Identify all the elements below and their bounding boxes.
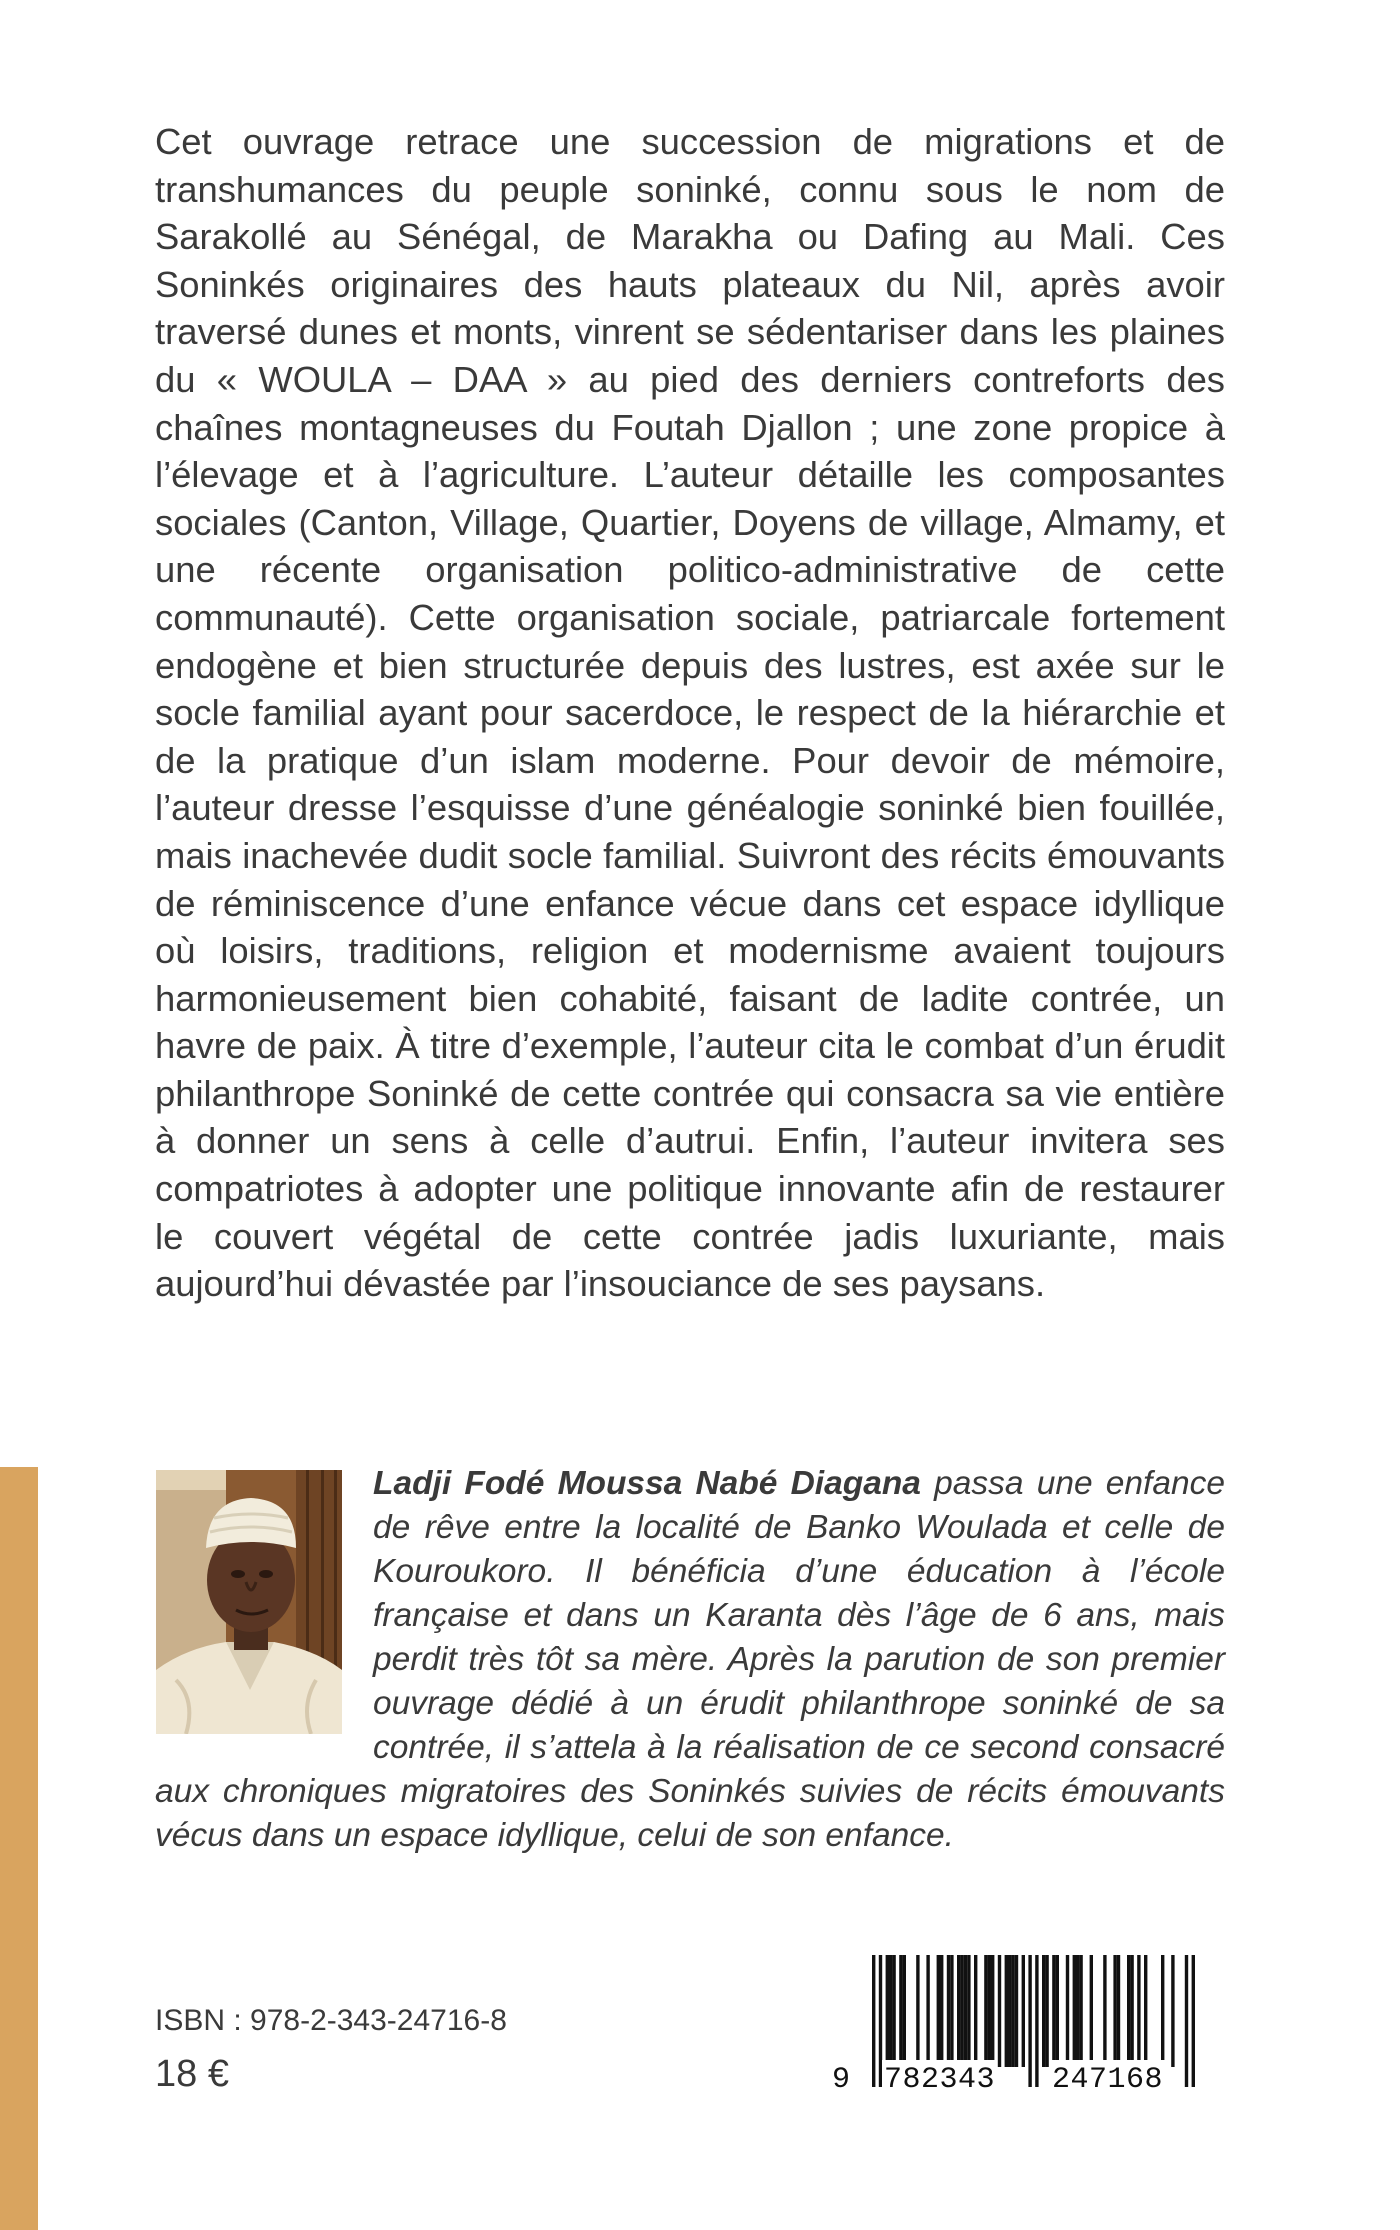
barcode-bar <box>1171 1955 1174 2067</box>
barcode-first-digit: 9 <box>832 2063 851 2097</box>
isbn-barcode <box>832 1955 1228 2100</box>
barcode-bar <box>1005 1955 1008 2067</box>
barcode-bar <box>998 1955 1001 2067</box>
barcode-bar <box>967 1955 970 2067</box>
barcode-bar <box>916 1955 919 2067</box>
barcode-bar <box>964 1955 967 2067</box>
barcode-bar <box>940 1955 943 2067</box>
author-name: Ladji Fodé Moussa Nabé Diagana <box>373 1465 921 1502</box>
barcode-bar <box>1130 1955 1133 2067</box>
barcode-bar <box>903 1955 906 2067</box>
barcode-bar <box>1073 1955 1076 2067</box>
barcode-bar <box>889 1955 892 2067</box>
barcode-bar <box>892 1955 895 2067</box>
barcode-bar <box>1113 1955 1116 2067</box>
barcode-bar <box>1103 1955 1106 2067</box>
barcode-bar <box>988 1955 991 2067</box>
barcode-bar <box>1144 1955 1147 2067</box>
barcode-bar <box>950 1955 953 2067</box>
barcode-bar <box>1042 1955 1045 2067</box>
barcode-bar <box>1022 1955 1025 2067</box>
barcode-bar <box>1079 1955 1082 2067</box>
barcode-bar <box>974 1955 977 2067</box>
barcode-bar <box>937 1955 940 2067</box>
barcode-bar <box>1008 1955 1011 2067</box>
barcode-right-group: 247168 <box>1050 2060 1165 2100</box>
accent-side-band <box>0 1467 38 2230</box>
barcode-bar <box>1056 1955 1059 2067</box>
barcode-bar <box>1045 1955 1048 2067</box>
barcode-bar <box>899 1955 902 2067</box>
barcode-bar <box>1117 1955 1120 2067</box>
barcode-bar <box>1161 1955 1164 2067</box>
barcode-bar <box>1076 1955 1079 2067</box>
barcode-bar <box>1015 1955 1018 2067</box>
barcode-bar <box>1090 1955 1093 2067</box>
book-summary: Cet ouvrage retrace une succession de migrations et de transhumances du peuple soninké, connu sous le nom de Sarakollé au Sénégal, de Marakha ou Dafing au Mali. Ces Soninkés originaires des hauts plateaux du Nil, après avoir traversé dunes et monts, vinrent se sédentariser dans les plaines du « WOULA – DAA » au pied des derniers contreforts des chaînes montagneuses du Foutah Djallon ; une zone propice à l’élevage et à l’agriculture. L’auteur détaille les composantes sociales (Canton, Village, Quartier, Doyens de village, Almamy, et une récente organisation politico-administrative de cette communauté). Cette organisation sociale, patriarcale fortement endogène et bien structurée depuis des lustres, est axée sur le socle familial ayant pour sacerdoce, le respect de la hiérarchie et de la pratique d’un islam moderne. Pour devoir de mémoire, l’auteur dresse l’esquisse d’une généalogie soninké bien fouillée, mais inachevée dudit socle familial. Suivront des récits émouvants de réminiscence d’une enfance vécue dans cet espace idyllique où loisirs, traditions, religion et modernisme avaient toujours harmonieusement bien cohabité, faisant de ladite contrée, un havre de paix. À titre d’exemple, l’auteur cita le combat d’un érudit philanthrope Soninké de cette contrée qui consacra sa vie entière à donner un sens à celle d’autrui. Enfin, l’auteur invitera ses compatriotes à adopter une politique innovante afin de restaurer le couvert végétal de cette contrée jadis luxuriante, mais aujourd’hui dévastée par l’insouciance de ses paysans. <box>155 121 1225 1305</box>
barcode-left-group: 782343 <box>882 2060 997 2100</box>
barcode-bar <box>886 1955 889 2067</box>
barcode-digits <box>832 2060 1228 2100</box>
barcode-bar <box>991 1955 994 2067</box>
barcode-bar <box>1011 1955 1014 2067</box>
barcode-bar <box>1127 1955 1130 2067</box>
price: 18 € <box>155 2053 229 2095</box>
barcode-bar <box>960 1955 963 2067</box>
barcode-bar <box>947 1955 950 2067</box>
barcode-bar <box>926 1955 929 2067</box>
photo-spacer <box>155 1468 373 1732</box>
barcode-bar <box>957 1955 960 2067</box>
barcode-bar <box>1066 1955 1069 2067</box>
isbn: ISBN : 978-2-343-24716-8 <box>155 2004 507 2037</box>
barcode-bar <box>1137 1955 1140 2067</box>
author-bio-text: passa une enfance de rêve entre la localité de Banko Woulada et celle de Kouroukoro. Il bénéficia d’une éducation à l’école française et dans un Karanta dès l’âge de 6 ans, mais perdit très tôt sa mère. Après la parution de son premier ouvrage dédié à un érudit philanthrope soninké de sa contrée, il s’attela à la réalisation de ce second consacré aux chroniques migratoires des Soninkés suivies de récits émouvants vécus dans un espace idyllique, celui de son enfance. <box>155 1465 1225 1854</box>
barcode-bar <box>1052 1955 1055 2067</box>
barcode-bar <box>984 1955 987 2067</box>
author-biography <box>155 1462 1225 1858</box>
